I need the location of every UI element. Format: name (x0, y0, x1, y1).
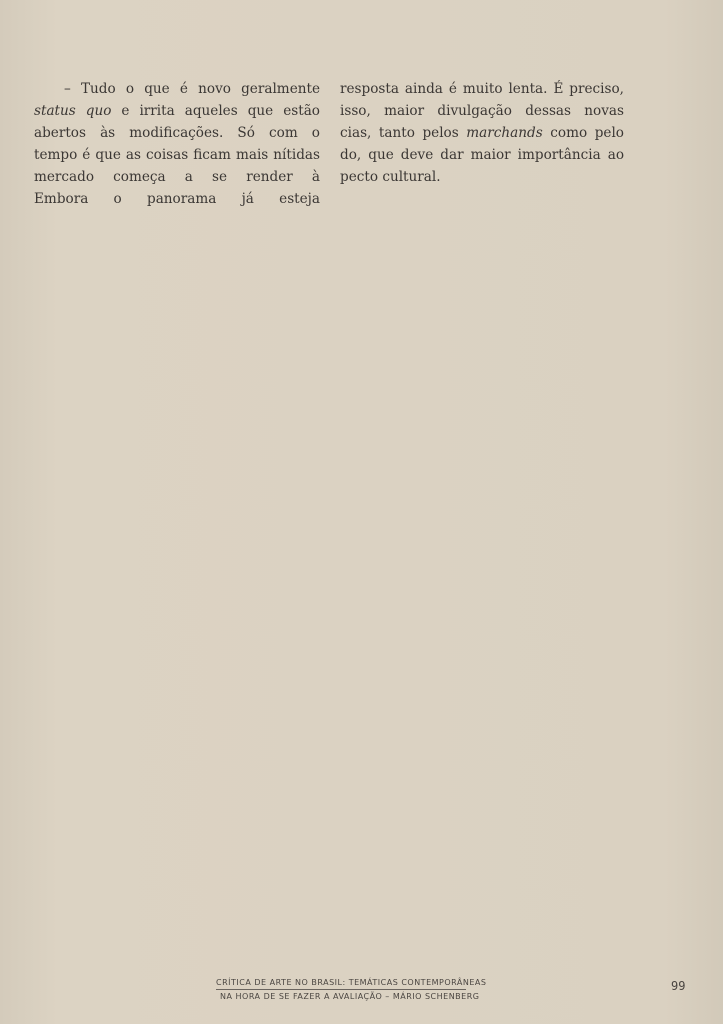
page-number: 99 (671, 979, 686, 993)
text-line (34, 100, 320, 122)
text-line: isso, maior divulgação dessas novas (340, 103, 624, 119)
text-line: mercado começa a se render à (34, 169, 320, 185)
text-line: do, que deve dar maior importância ao (340, 147, 624, 163)
text-fragment: e irrita aqueles que estão (121, 103, 320, 119)
book-title: CRÍTICA DE ARTE NO BRASIL: TEMÁTICAS CONTEMPORÂNEAS (216, 978, 466, 990)
text-line: pecto cultural. (340, 169, 441, 185)
text-line: abertos às modificações. Só com o (34, 125, 320, 141)
text-fragment: como pelo (550, 125, 624, 141)
chapter-title: NA HORA DE SE FAZER A AVALIAÇÃO – MÁRIO SCHENBERG (220, 992, 480, 1001)
text-line: – Tudo o que é novo geralmente (64, 81, 320, 97)
text-line: tempo é que as coisas ficam mais nítidas (34, 147, 320, 163)
italic-term: marchands (466, 125, 543, 141)
text-line: resposta ainda é muito lenta. É preciso, (340, 81, 624, 97)
text-column-left (34, 78, 320, 210)
running-footer (216, 978, 487, 1001)
text-fragment: cias, tanto pelos (340, 125, 467, 141)
text-column-right (340, 78, 624, 188)
italic-term: status quo (34, 103, 112, 119)
text-line (340, 122, 624, 144)
text-line: Embora o panorama já esteja (34, 191, 320, 207)
